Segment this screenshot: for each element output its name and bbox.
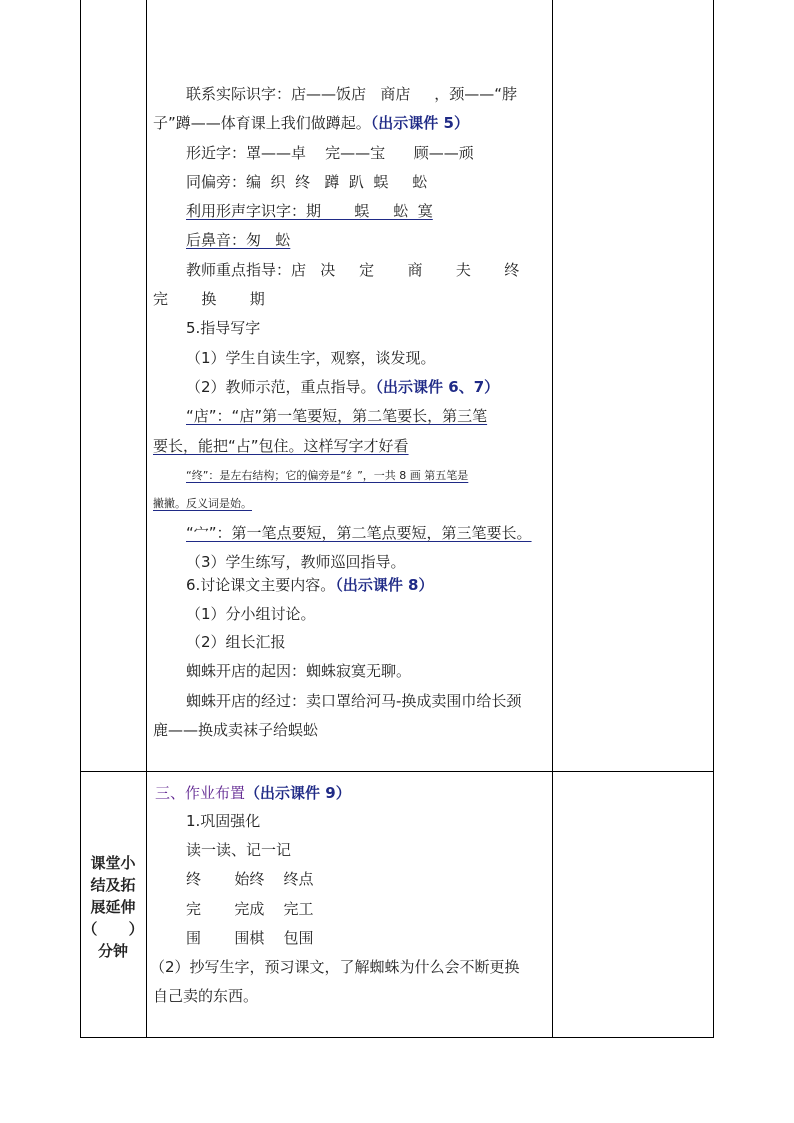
heading-prefix: 三、 xyxy=(155,784,186,802)
line11-part-a: （2）教师示范，重点指导。 xyxy=(186,378,376,396)
text-line-12: “店”：“店”第一笔要短，第二笔要长，第三笔 xyxy=(186,407,488,425)
homework-item-2: 读一读、记一记 xyxy=(186,841,292,859)
text-line-1 xyxy=(186,84,517,104)
heading-text: 作业布置 xyxy=(185,784,246,802)
text-line-19: （1）分小组讨论。 xyxy=(186,605,316,623)
text-line-3 xyxy=(186,143,474,163)
text-line-4: 同偏旁：编 织 终 蹲 趴 蜈 蚣 xyxy=(186,173,428,191)
line3-part-a: 形近字：罩——卓 xyxy=(186,144,307,162)
table-border-right xyxy=(713,0,714,1038)
section-label xyxy=(82,852,144,962)
homework-heading xyxy=(155,783,351,803)
table-col-divider-1 xyxy=(146,0,147,1038)
word-row-2: 完 完成 完工 xyxy=(186,900,314,918)
text-line-18 xyxy=(186,575,433,595)
line1-part-b: 商店 xyxy=(380,85,411,103)
section-label-line-3: 展延伸 xyxy=(90,898,136,916)
courseware-ref-8: （出示课件 8） xyxy=(335,576,434,594)
line3-part-b: 完——宝 xyxy=(325,144,386,162)
text-line-13: 要长，能把“占”包住。这样写字才好看 xyxy=(153,437,409,455)
word-row-3: 围 围棋 包围 xyxy=(186,929,314,947)
text-line-16: “宀”：第一笔点要短，第二笔点要短，第三笔要长。 xyxy=(186,524,532,542)
word-row-1: 终 始终 终点 xyxy=(186,870,314,888)
line1-part-c: ，颈——“脖 xyxy=(434,85,517,103)
line3-part-c: 顾——顽 xyxy=(413,144,474,162)
homework-item-3: （2）抄写生字，预习课文，了解蜘蛛为什么会不断更换 xyxy=(150,958,520,976)
courseware-ref-9: （出示课件 9） xyxy=(245,784,351,802)
text-line-14: “终”：是左右结构；它的偏旁是“纟”，一共 8 画 第五笔是 xyxy=(186,469,469,482)
text-line-22: 蜘蛛开店的经过：卖口罩给河马-换成卖围巾给长颈 xyxy=(186,692,522,710)
table-row-divider xyxy=(80,771,714,772)
text-line-6: 后鼻音：匆 蚣 xyxy=(186,231,291,249)
text-line-20: （2）组长汇报 xyxy=(186,633,286,651)
table-col-divider-2 xyxy=(552,0,553,1038)
homework-item-1: 1.巩固强化 xyxy=(186,812,261,830)
text-line-2 xyxy=(153,113,469,133)
text-line-21: 蜘蛛开店的起因：蜘蛛寂寞无聊。 xyxy=(186,662,412,680)
text-line-9: 5.指导写字 xyxy=(186,319,261,337)
section-label-line-4: （ ） xyxy=(82,920,144,938)
text-line-5: 利用形声字识字：期 蜈 蚣 寞 xyxy=(186,202,433,220)
text-line-11 xyxy=(186,377,499,397)
courseware-ref-6-7: （出示课件 6、7） xyxy=(375,378,500,396)
text-line-7: 教师重点指导：店 决 定 商 夫 终 xyxy=(186,261,520,279)
courseware-ref-5: （出示课件 5） xyxy=(370,114,469,132)
line1-part-a: 联系实际识字：店——饭店 xyxy=(186,85,367,103)
section-label-line-1: 课堂小 xyxy=(90,854,136,872)
table-border-bottom xyxy=(80,1037,714,1038)
text-line-15: 撇撇。反义词是始。 xyxy=(153,497,252,510)
text-line-10: （1）学生自读生字，观察，谈发现。 xyxy=(186,349,436,367)
section-label-line-5: 分钟 xyxy=(97,942,128,960)
text-line-17: （3）学生练写，教师巡回指导。 xyxy=(186,553,406,571)
line2-part-a: 子”蹲——体育课上我们做蹲起。 xyxy=(153,114,371,132)
text-line-23: 鹿——换成卖袜子给蜈蚣 xyxy=(153,721,319,739)
homework-item-4: 自己卖的东西。 xyxy=(153,987,259,1005)
text-line-8: 完 换 期 xyxy=(153,290,265,308)
section-label-line-2: 结及拓 xyxy=(90,876,136,894)
table-border-left xyxy=(80,0,81,1038)
line18-part-a: 6.讨论课文主要内容。 xyxy=(186,576,336,594)
